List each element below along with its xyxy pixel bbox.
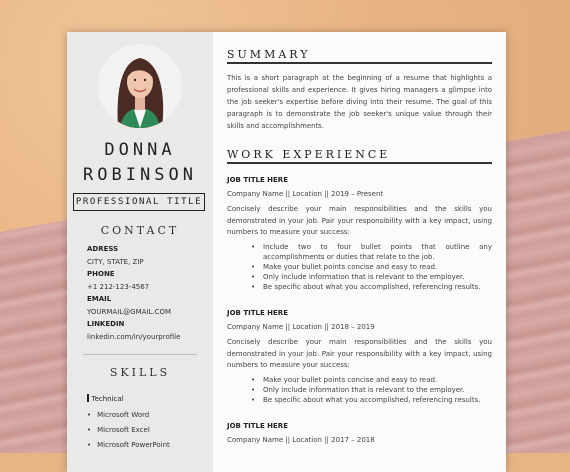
job-bullet: • Make your bullet points concise and easy to read. [263, 262, 492, 272]
job-bullet: • Only include information that is relevant to the employer. [263, 385, 492, 395]
job-title: JOB TITLE HERE [227, 176, 288, 184]
skill-item: • Microsoft PowerPoint [87, 438, 170, 453]
job-bullets [227, 242, 492, 292]
phone-label: PHONE [87, 270, 115, 278]
resume-sidebar [67, 32, 213, 472]
linkedin-label: LINKEDIN [87, 320, 125, 328]
resume-page [67, 32, 506, 472]
professional-title: PROFESSIONAL TITLE [73, 193, 205, 211]
summary-rule [227, 62, 492, 64]
portrait-image [98, 44, 182, 128]
summary-heading: SUMMARY [227, 48, 311, 61]
job-bullet: • Be specific about what you accomplished, referencing results. [263, 282, 492, 292]
job-description: Concisely describe your main responsibilities and the skills you demonstrated in your job. Pair your responsibility with a key impact, using numbers to measure your success: [227, 338, 492, 369]
address-label: ADRESS [87, 245, 119, 253]
contact-list [87, 243, 211, 343]
category-bar-icon [87, 394, 89, 402]
email-value: YOURMAIL@GMAIL.COM [87, 307, 172, 316]
contact-heading: CONTACT [100, 224, 180, 237]
job-meta: Company Name || Location || 2018 – 2019 [227, 323, 375, 331]
linkedin-value: linkedin.com/in/yourprofile [87, 332, 181, 341]
job-bullet: • Make your bullet points concise and easy to read. [263, 375, 492, 385]
job-description: Concisely describe your main responsibilities and the skills you demonstrated in your job. Pair your responsibility with a key impact, using numbers to measure your success: [227, 205, 492, 236]
skill-item: • Microsoft Word [87, 408, 170, 423]
job-entry-3 [227, 420, 492, 448]
profile-photo [98, 44, 182, 128]
job-bullets [227, 375, 492, 405]
skills-list [87, 408, 170, 453]
job-meta: Company Name || Location || 2019 – Present [227, 190, 384, 198]
job-title: JOB TITLE HERE [227, 309, 288, 317]
job-meta: Company Name || Location || 2017 – 2018 [227, 436, 375, 444]
first-name: DONNA [104, 140, 176, 160]
email-label: EMAIL [87, 295, 112, 303]
phone-value: +1 212-123-4567 [87, 282, 150, 291]
skills-heading: SKILLS [109, 366, 171, 379]
skills-category [87, 394, 124, 403]
job-bullet: • Be specific about what you accomplished, referencing results. [263, 395, 492, 405]
work-experience-heading: WORK EXPERIENCE [227, 148, 391, 161]
job-bullet: • Include two to four bullet points that outline any accomplishments or duties that relate to the job. [263, 242, 492, 262]
job-entry-2 [227, 307, 492, 405]
skills-category-label: Technical [91, 395, 124, 403]
last-name: ROBINSON [83, 165, 197, 185]
address-value: CITY, STATE, ZIP [87, 257, 144, 266]
summary-text: This is a short paragraph at the beginning of a resume that highlights a professional skills and experience. It gives hiring managers a glimpse into the job seeker's expertise before diving into their resume. The goal of this paragraph is to demonstrate the job seeker's unique value through their skills and accomplishments. [227, 74, 492, 130]
sidebar-divider [83, 354, 197, 355]
job-title: JOB TITLE HERE [227, 422, 288, 430]
work-experience-rule [227, 162, 492, 164]
job-bullet: • Only include information that is relevant to the employer. [263, 272, 492, 282]
skill-item: • Microsoft Excel [87, 423, 170, 438]
job-entry-1 [227, 174, 492, 292]
